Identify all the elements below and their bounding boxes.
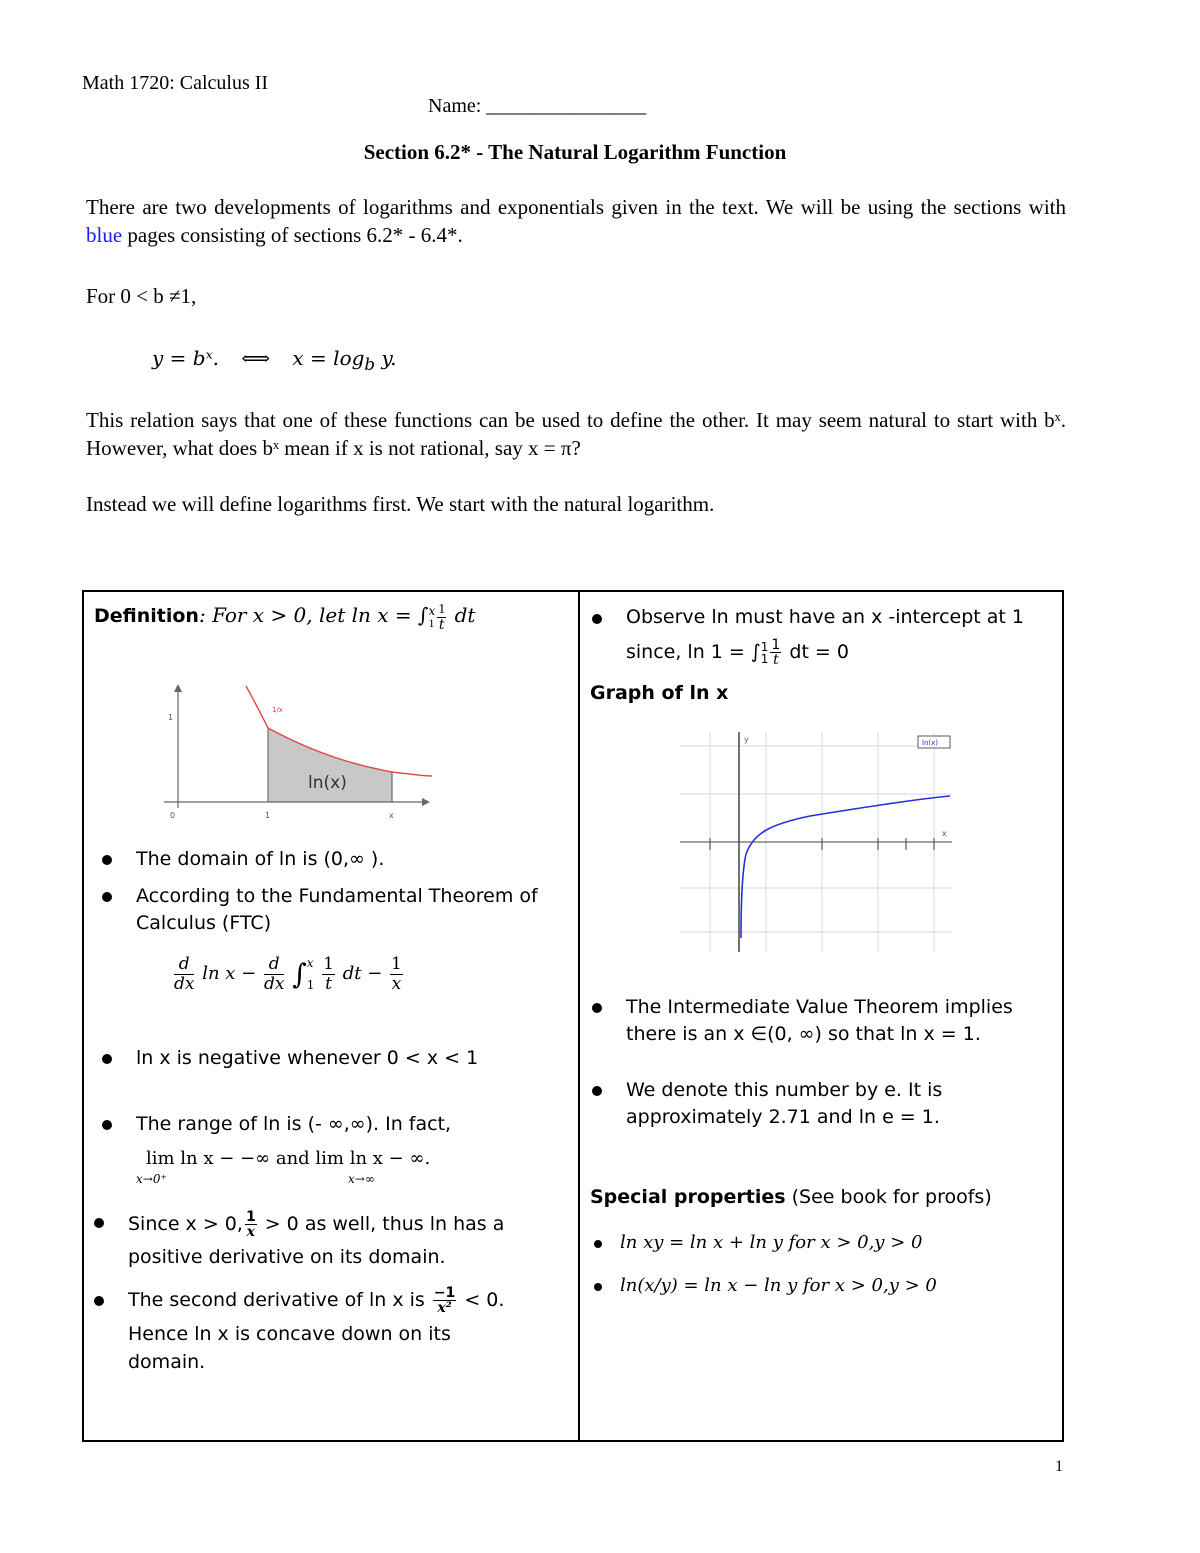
eq-end: y. (375, 346, 397, 370)
relation-paragraph: This relation says that one of these functions can be used to define the other. It may seem natural to start with bˣ. However, what does bˣ mean if x is not rational, say x = π? (86, 408, 1066, 460)
second-derivative-bullet (128, 1284, 570, 1317)
product-rule: ln xy = ln x + ln y for x > 0,y > 0 (620, 1232, 923, 1253)
bullet (94, 1218, 104, 1228)
bullet (592, 614, 602, 624)
ivt-bullet: The Intermediate Value Theorem implies there is an x ∈(0, ∞) so that ln x = 1. (626, 996, 1013, 1045)
ftc-integral: ∫ (292, 957, 307, 991)
special-label: Special properties (590, 1186, 786, 1208)
ftc-d2: d (264, 955, 284, 975)
ftc-one: 1 (323, 953, 334, 974)
r1-up: 1 (760, 639, 769, 654)
limit-sub-1: x→0⁺ (136, 1172, 167, 1186)
definition-text: : For x > 0, let ln x = ∫ (198, 603, 429, 627)
ftc-formula (172, 952, 405, 996)
def-limit-bot: 1 (428, 616, 435, 631)
r1-den: t (773, 652, 779, 668)
intro-text-a: There are two developments of logarithms and exponentials given in the text. We will be using the sections with (86, 195, 1066, 219)
bullet (102, 855, 112, 865)
definition-label: Definition (94, 605, 199, 627)
r1-num: 1 (771, 637, 781, 653)
definition (94, 602, 475, 632)
positive-derivative-bullet (128, 1208, 570, 1274)
quotient-rule: ln(x/y) = ln x − ln y for x > 0,y > 0 (620, 1275, 937, 1296)
bullet (594, 1283, 602, 1291)
ftc-dx2: dx (263, 973, 285, 994)
eq-sub: b (364, 355, 376, 374)
r1-lo: 1 (760, 651, 769, 666)
ln-y-label: y (744, 735, 749, 744)
eq-right: x = log (292, 346, 365, 370)
ftc-x: x (391, 973, 402, 994)
ftc-d: d (174, 955, 194, 975)
area-under-curve-graph (160, 684, 440, 824)
for-condition: For 0 < b ≠1, (86, 284, 197, 308)
bullet (102, 1054, 112, 1064)
concave-down-text: Hence ln x is concave down on its domain. (128, 1323, 451, 1373)
area-label: ln(x) (308, 773, 347, 793)
definition-end: dt (448, 603, 476, 627)
second-deriv-text: The second derivative of ln x is (128, 1289, 431, 1311)
bullet (592, 1003, 602, 1013)
section-title: Section 6.2* - The Natural Logarithm Function (363, 140, 787, 164)
range-bullet: The range of ln is (- ∞,∞). In fact, (136, 1113, 452, 1135)
bullet (94, 1296, 104, 1306)
ftc-one2: 1 (391, 953, 402, 974)
bullet (592, 1086, 602, 1096)
column-divider (578, 590, 580, 1442)
ftc-dx: dx (174, 973, 195, 994)
second-deriv-num: −1 (433, 1285, 456, 1301)
ftc-lo: 1 (306, 978, 315, 992)
ln-x-label: x (942, 829, 947, 838)
intro-text-b: pages consisting of sections 6.2* - 6.4*. (122, 223, 463, 247)
bullet (102, 892, 112, 902)
since-den: x (246, 1224, 255, 1240)
limits-formula: lim ln x − −∞ and lim ln x − ∞. (146, 1148, 431, 1169)
bullet (594, 1240, 602, 1248)
r1-end: dt = 0 (783, 641, 849, 663)
origin-label: 0 (170, 811, 176, 820)
def-frac-num: 1 (438, 601, 446, 617)
ln-curve (741, 796, 950, 938)
curve-label: 1/x (272, 706, 283, 714)
second-deriv-den: x² (437, 1300, 452, 1316)
x-arrow (422, 798, 430, 806)
intercept-proof (626, 638, 849, 667)
second-deriv-end: < 0. (458, 1289, 505, 1311)
since-ln1: since, ln 1 = ∫ (626, 641, 761, 663)
ftc-dt: dt − (342, 963, 383, 984)
ftc-t: t (325, 973, 332, 994)
since-rest: > 0 as well, thus ln has a positive derivative on its domain. (128, 1213, 505, 1268)
name-field-label: Name: ________________ (428, 95, 647, 117)
graph-heading: Graph of ln x (590, 682, 729, 704)
since-num: 1 (245, 1209, 256, 1225)
blue-word: blue (86, 223, 123, 247)
domain-bullet: The domain of ln is (0,∞ ). (136, 848, 385, 870)
intercept-bullet: Observe ln must have an x -intercept at 1 (626, 606, 1024, 628)
legend-label: ln(x) (922, 739, 938, 747)
course-title: Math 1720: Calculus II (82, 72, 269, 94)
log-exp-equivalence (152, 346, 412, 374)
ln-graph (680, 732, 952, 952)
limit-sub-2: x→∞ (348, 1172, 375, 1186)
bullet (102, 1120, 112, 1130)
special-note: (See book for proofs) (785, 1186, 992, 1208)
intro-paragraph (86, 193, 1066, 249)
x-tick-1: 1 (265, 811, 271, 820)
instead-paragraph: Instead we will define logarithms first. We start with the natural logarithm. (86, 492, 715, 516)
def-limit-top: x (428, 604, 436, 619)
eq-left: y = bˣ. (152, 346, 220, 370)
ftc-lnx: ln x − (202, 963, 257, 984)
x-ticks (710, 838, 934, 850)
def-frac-den: t (438, 616, 445, 633)
y-tick-label: 1 (168, 713, 174, 722)
ftc-bullet: According to the Fundamental Theorem of Calculus (FTC) (136, 885, 538, 934)
e-definition-bullet: We denote this number by e. It is approximately 2.71 and ln e = 1. (626, 1079, 943, 1128)
special-properties-heading (590, 1186, 992, 1209)
y-arrow (174, 684, 182, 692)
iff-arrow: ⟺ (241, 346, 271, 370)
x-tick-x: x (389, 811, 394, 820)
page-number: 1 (1055, 1458, 1063, 1475)
negative-bullet: ln x is negative whenever 0 < x < 1 (136, 1047, 479, 1069)
ftc-up: x (306, 956, 314, 970)
since-text: Since x > 0, (128, 1213, 243, 1235)
